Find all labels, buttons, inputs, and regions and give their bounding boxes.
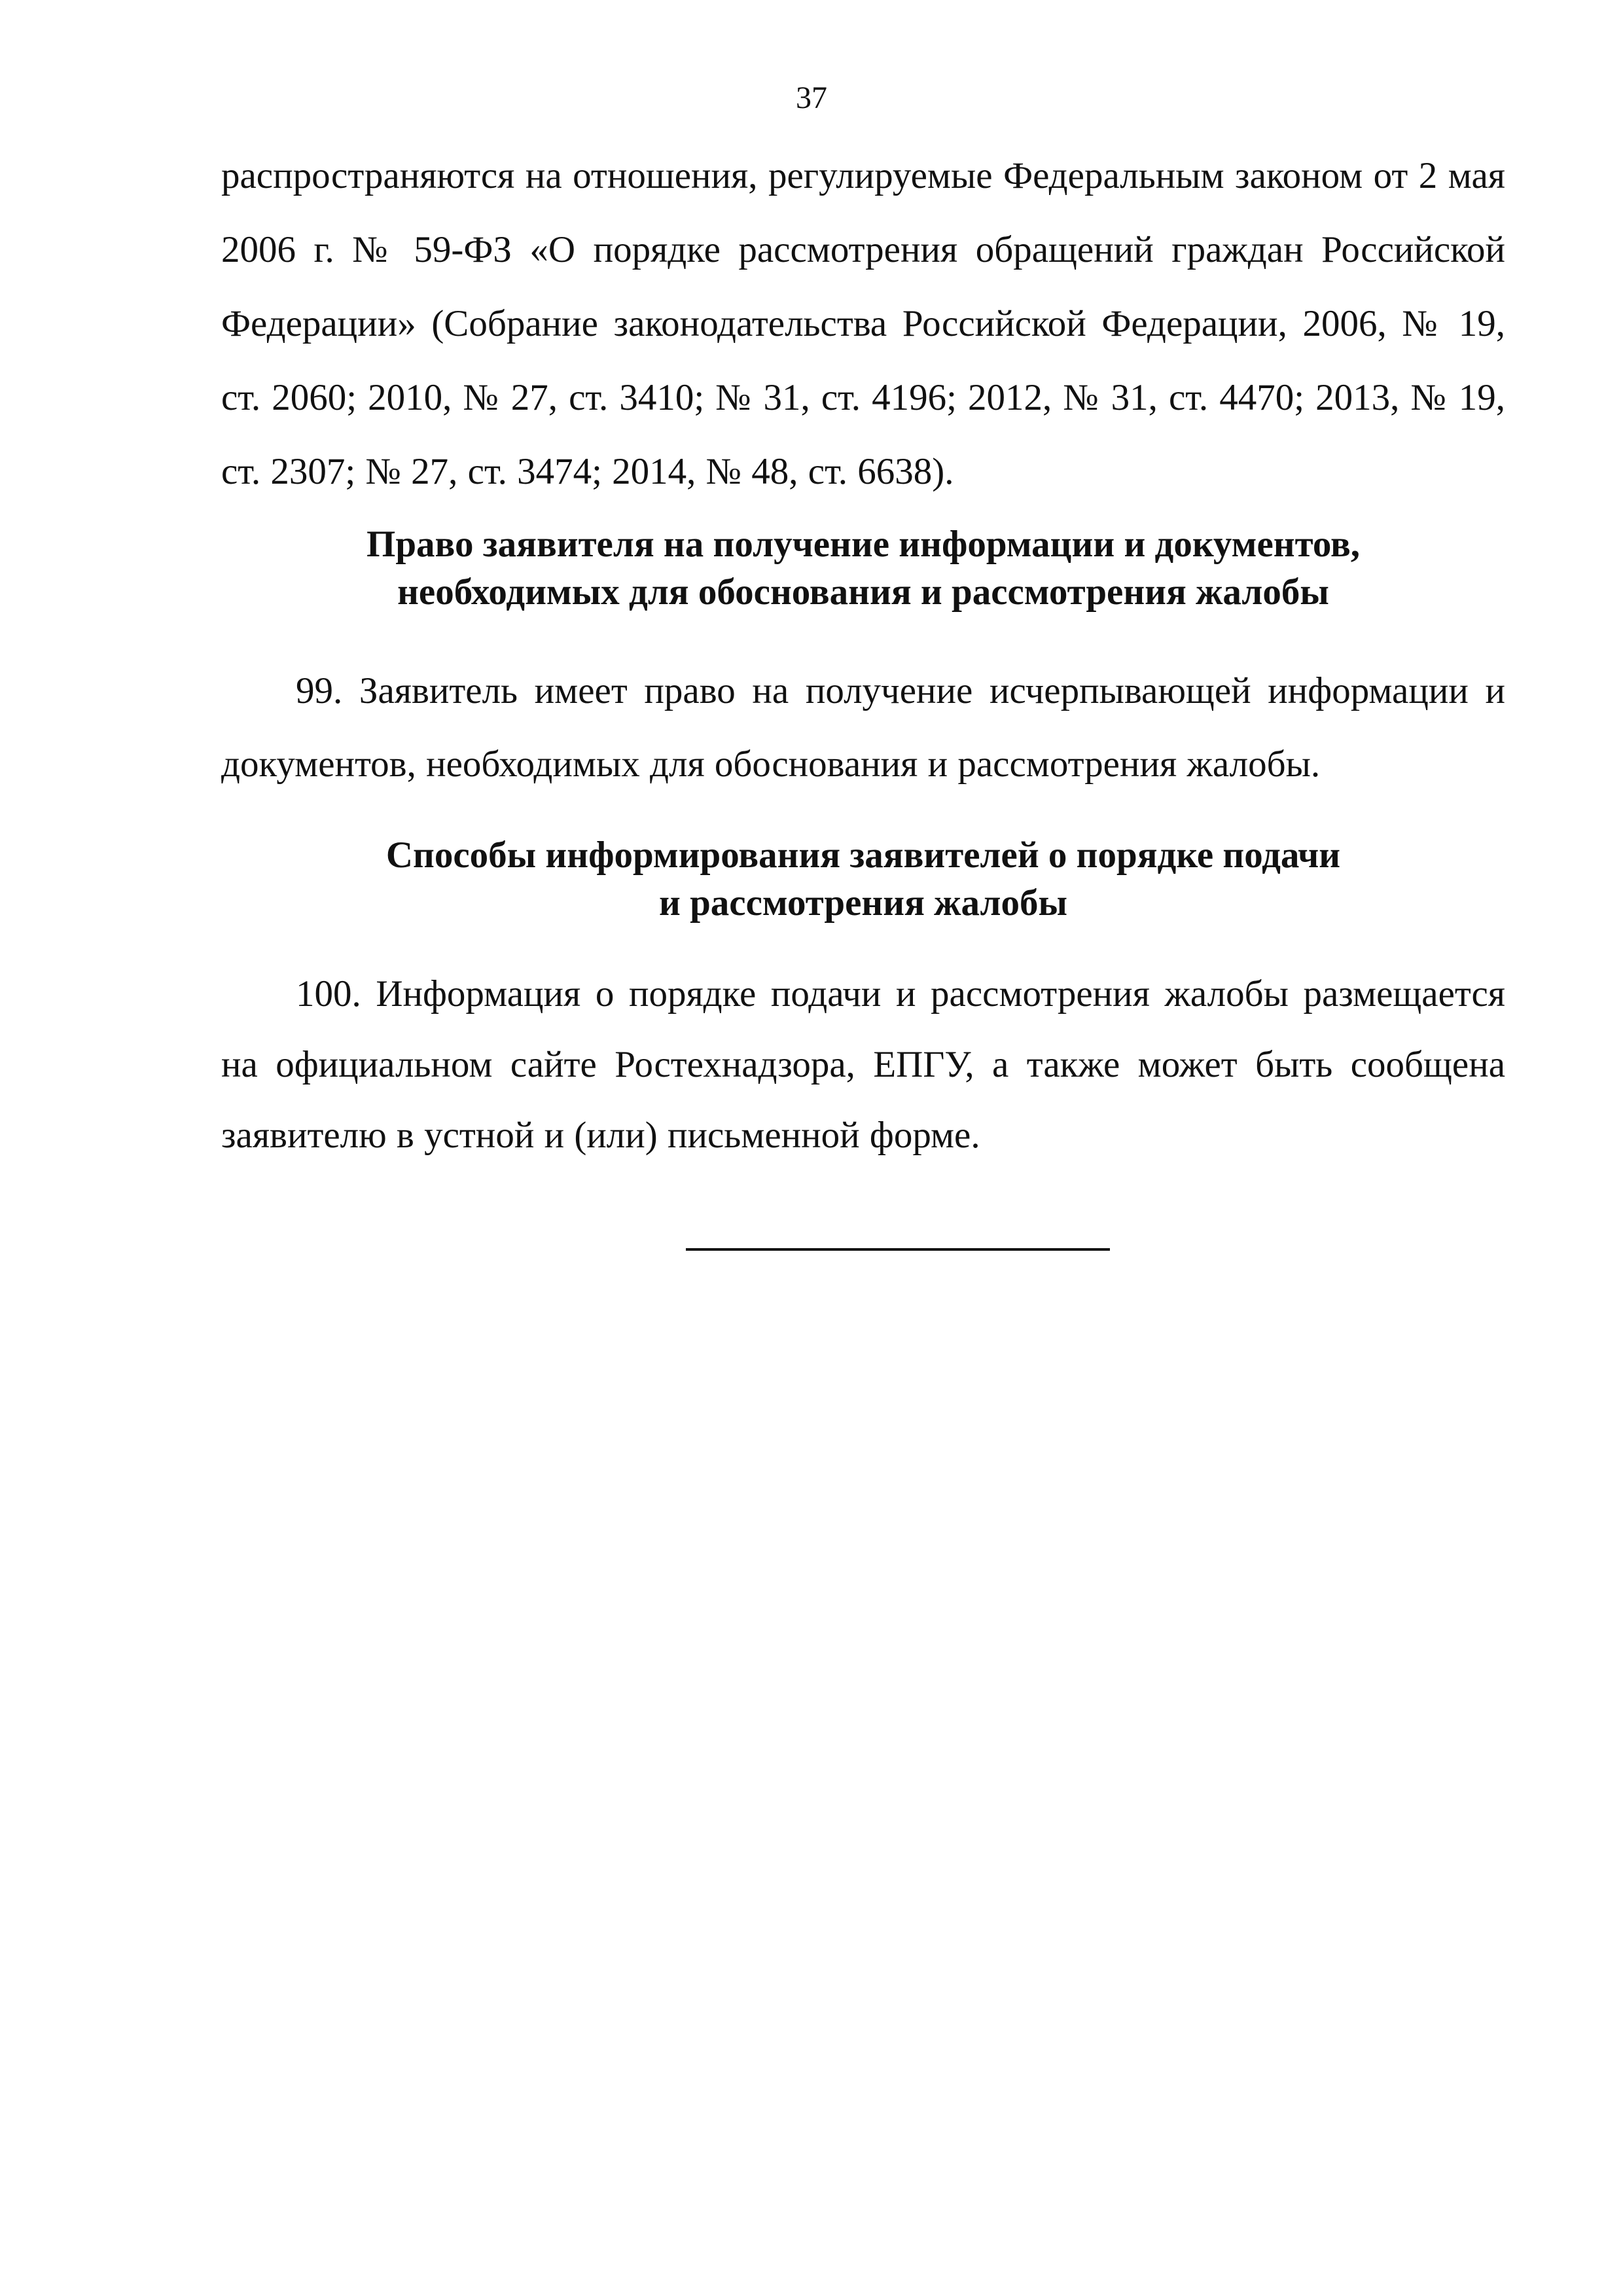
page-number: 37 [796,81,827,115]
end-of-document-rule [686,1248,1110,1251]
heading-line: и рассмотрения жалобы [659,882,1067,924]
heading-line: Способы информирования заявителей о порядке подачи [385,834,1341,876]
heading-line: необходимых для обоснования и рассмотрения жалобы [397,571,1329,613]
section-heading-informing-methods [221,831,1505,927]
paragraph-100: 100. Информация о порядке подачи и рассмотрения жалобы размещается на официальном сайте Ростехнадзора, ЕПГУ, а также может быть сообщена заявителю в устной и (или) письменной форме. [221,973,1505,1156]
heading-line: Право заявителя на получение информации и документов, [366,524,1360,565]
paragraph-continuation: распространяются на отношения, регулируемые Федеральным законом от 2 мая 2006 г. № 59-ФЗ «О порядке рассмотрения обращений граждан Российской Федерации» (Собрание законодательства Российской Федерации, 2006, № 19, ст. 2060; 2010, № 27, ст. 3410; № 31, ст. 4196; 2012, № 31, ст. 4470; 2013, № 19, ст. 2307; № 27, ст. 3474; 2014, № 48, ст. 6638). [221,155,1505,492]
section-heading-complaint-rights [221,520,1505,616]
paragraph-99: 99. Заявитель имеет право на получение исчерпывающей информации и документов, необходимых для обоснования и рассмотрения жалобы. [221,670,1505,785]
